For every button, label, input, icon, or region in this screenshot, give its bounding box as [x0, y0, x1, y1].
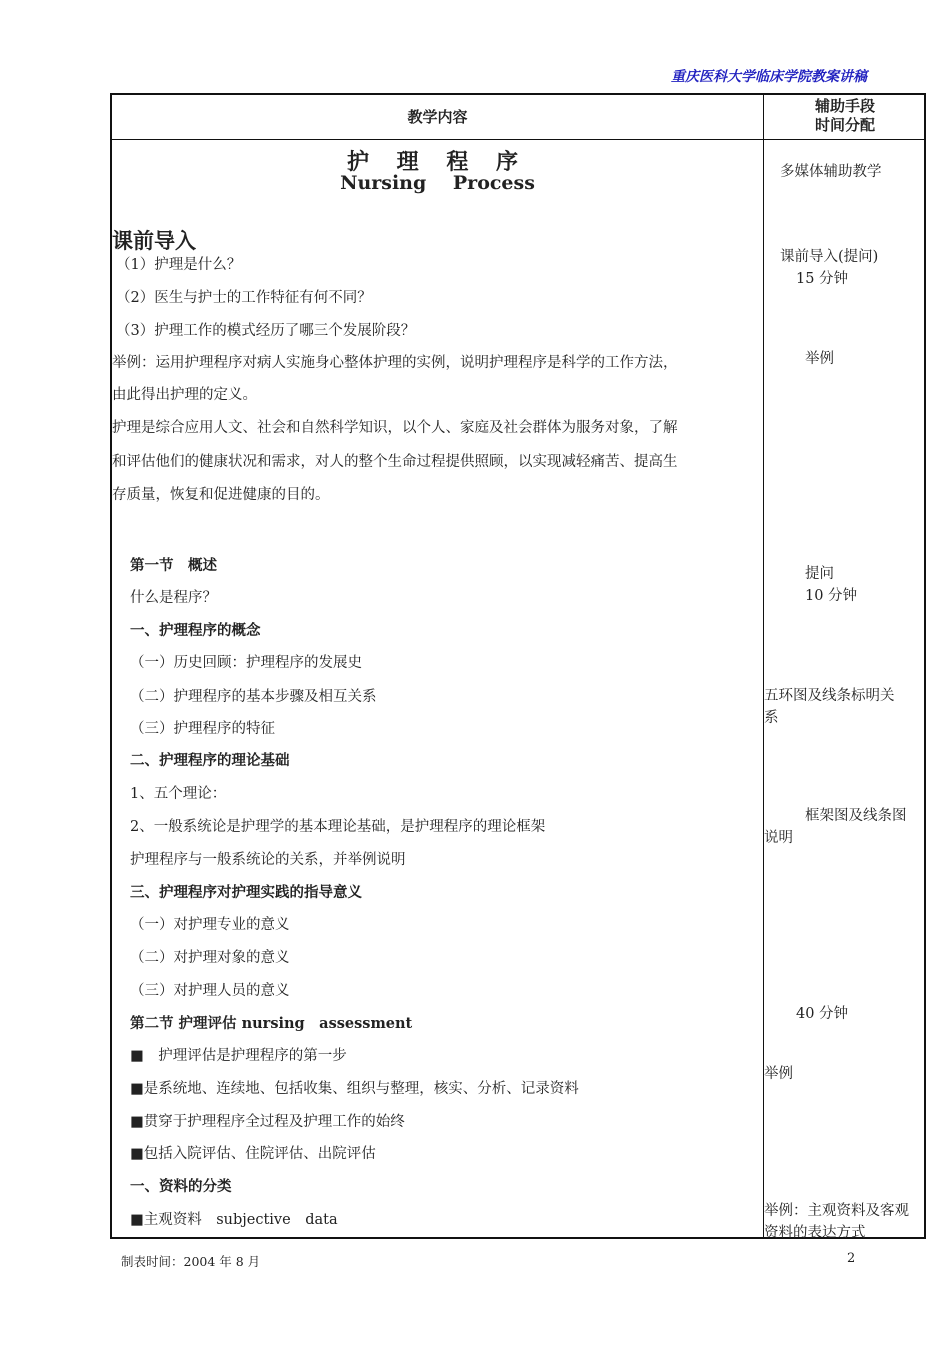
definition-line-1: 护理是综合应用人文、社会和自然科学知识，以个人、家庭及社会群体为服务对象，了解	[112, 420, 678, 436]
example-line-1: 举例：运用护理程序对病人实施身心整体护理的实例，说明护理程序是科学的工作方法，	[112, 355, 678, 371]
side-example-3: 举例：主观资料及客观	[764, 1203, 909, 1219]
side-example-3-line2: 资料的表达方式	[764, 1225, 866, 1241]
header-main: 教学内容	[407, 108, 468, 126]
header-side	[764, 97, 926, 135]
side-example-1: 举例	[805, 351, 834, 367]
page-number: 2	[847, 1251, 856, 1266]
concept-heading: 一、护理程序的概念	[130, 622, 261, 639]
bullet-4: ■包括入院评估、住院评估、出院评估	[130, 1146, 376, 1162]
footer-date: 制表时间：2004 年 8 月	[121, 1254, 261, 1269]
side-intro-time: 15 分钟	[796, 271, 849, 287]
concept-item-1: （一）历史回顾：护理程序的发展史	[130, 655, 362, 671]
definition-line-2: 和评估他们的健康状况和需求，对人的整个生命过程提供照顾，以实现减轻痛苦、提高生	[112, 454, 678, 470]
side-intro: 课前导入(提问)	[780, 249, 879, 265]
definition-line-3: 存质量，恢复和促进健康的目的。	[112, 487, 330, 503]
theory-heading: 二、护理程序的理论基础	[130, 752, 290, 769]
side-example-2: 举例	[764, 1066, 793, 1082]
section-1-question: 什么是程序？	[130, 590, 217, 606]
header-divider	[112, 139, 924, 140]
side-frame-diagram: 框架图及线条图	[805, 808, 907, 824]
intro-heading: 课前导入	[112, 228, 196, 253]
side-time-40: 40 分钟	[796, 1006, 849, 1022]
question-1: （1）护理是什么？	[116, 257, 242, 273]
side-ask-time: 10 分钟	[805, 588, 858, 604]
title-cn: 护 理 程 序	[347, 149, 528, 175]
section-1-heading: 第一节 概述	[130, 557, 217, 574]
question-3: （3）护理工作的模式经历了哪三个发展阶段？	[116, 323, 416, 339]
side-multimedia: 多媒体辅助教学	[780, 164, 882, 180]
significance-heading: 三、护理程序对护理实践的指导意义	[130, 884, 362, 901]
theory-item-3: 护理程序与一般系统论的关系，并举例说明	[130, 852, 406, 868]
example-line-2: 由此得出护理的定义。	[112, 387, 257, 403]
header-side-line2: 时间分配	[814, 116, 875, 134]
side-ring-diagram-2: 系	[764, 710, 779, 726]
bullet-3: ■贯穿于护理程序全过程及护理工作的始终	[130, 1114, 405, 1130]
section-2-heading: 第二节 护理评估 nursing assessment	[130, 1015, 413, 1032]
data-class-item-1: ■主观资料 subjective data	[130, 1212, 338, 1228]
title-en: Nursing Process	[340, 172, 535, 194]
bullet-2: ■是系统地、连续地、包括收集、组织与整理，核实、分析、记录资料	[130, 1081, 579, 1097]
header-side-line1: 辅助手段	[814, 97, 875, 115]
side-ask: 提问	[805, 566, 834, 582]
concept-item-2: （二）护理程序的基本步骤及相互关系	[130, 689, 377, 705]
significance-item-2: （二）对护理对象的意义	[130, 950, 290, 966]
data-class-heading: 一、资料的分类	[130, 1178, 232, 1195]
theory-item-2: 2、一般系统论是护理学的基本理论基础，是护理程序的理论框架	[130, 819, 546, 835]
header-note: 重庆医科大学临床学院教案讲稿	[671, 69, 867, 85]
significance-item-3: （三）对护理人员的意义	[130, 983, 290, 999]
side-frame-diagram-2: 说明	[764, 830, 793, 846]
question-2: （2）医生与护士的工作特征有何不同？	[116, 290, 372, 306]
side-ring-diagram: 五环图及线条标明关	[764, 688, 895, 704]
concept-item-3: （三）护理程序的特征	[130, 721, 275, 737]
significance-item-1: （一）对护理专业的意义	[130, 917, 290, 933]
theory-item-1: 1、五个理论：	[130, 786, 227, 802]
bullet-1: ■ 护理评估是护理程序的第一步	[130, 1048, 347, 1064]
lesson-table	[110, 93, 926, 1239]
